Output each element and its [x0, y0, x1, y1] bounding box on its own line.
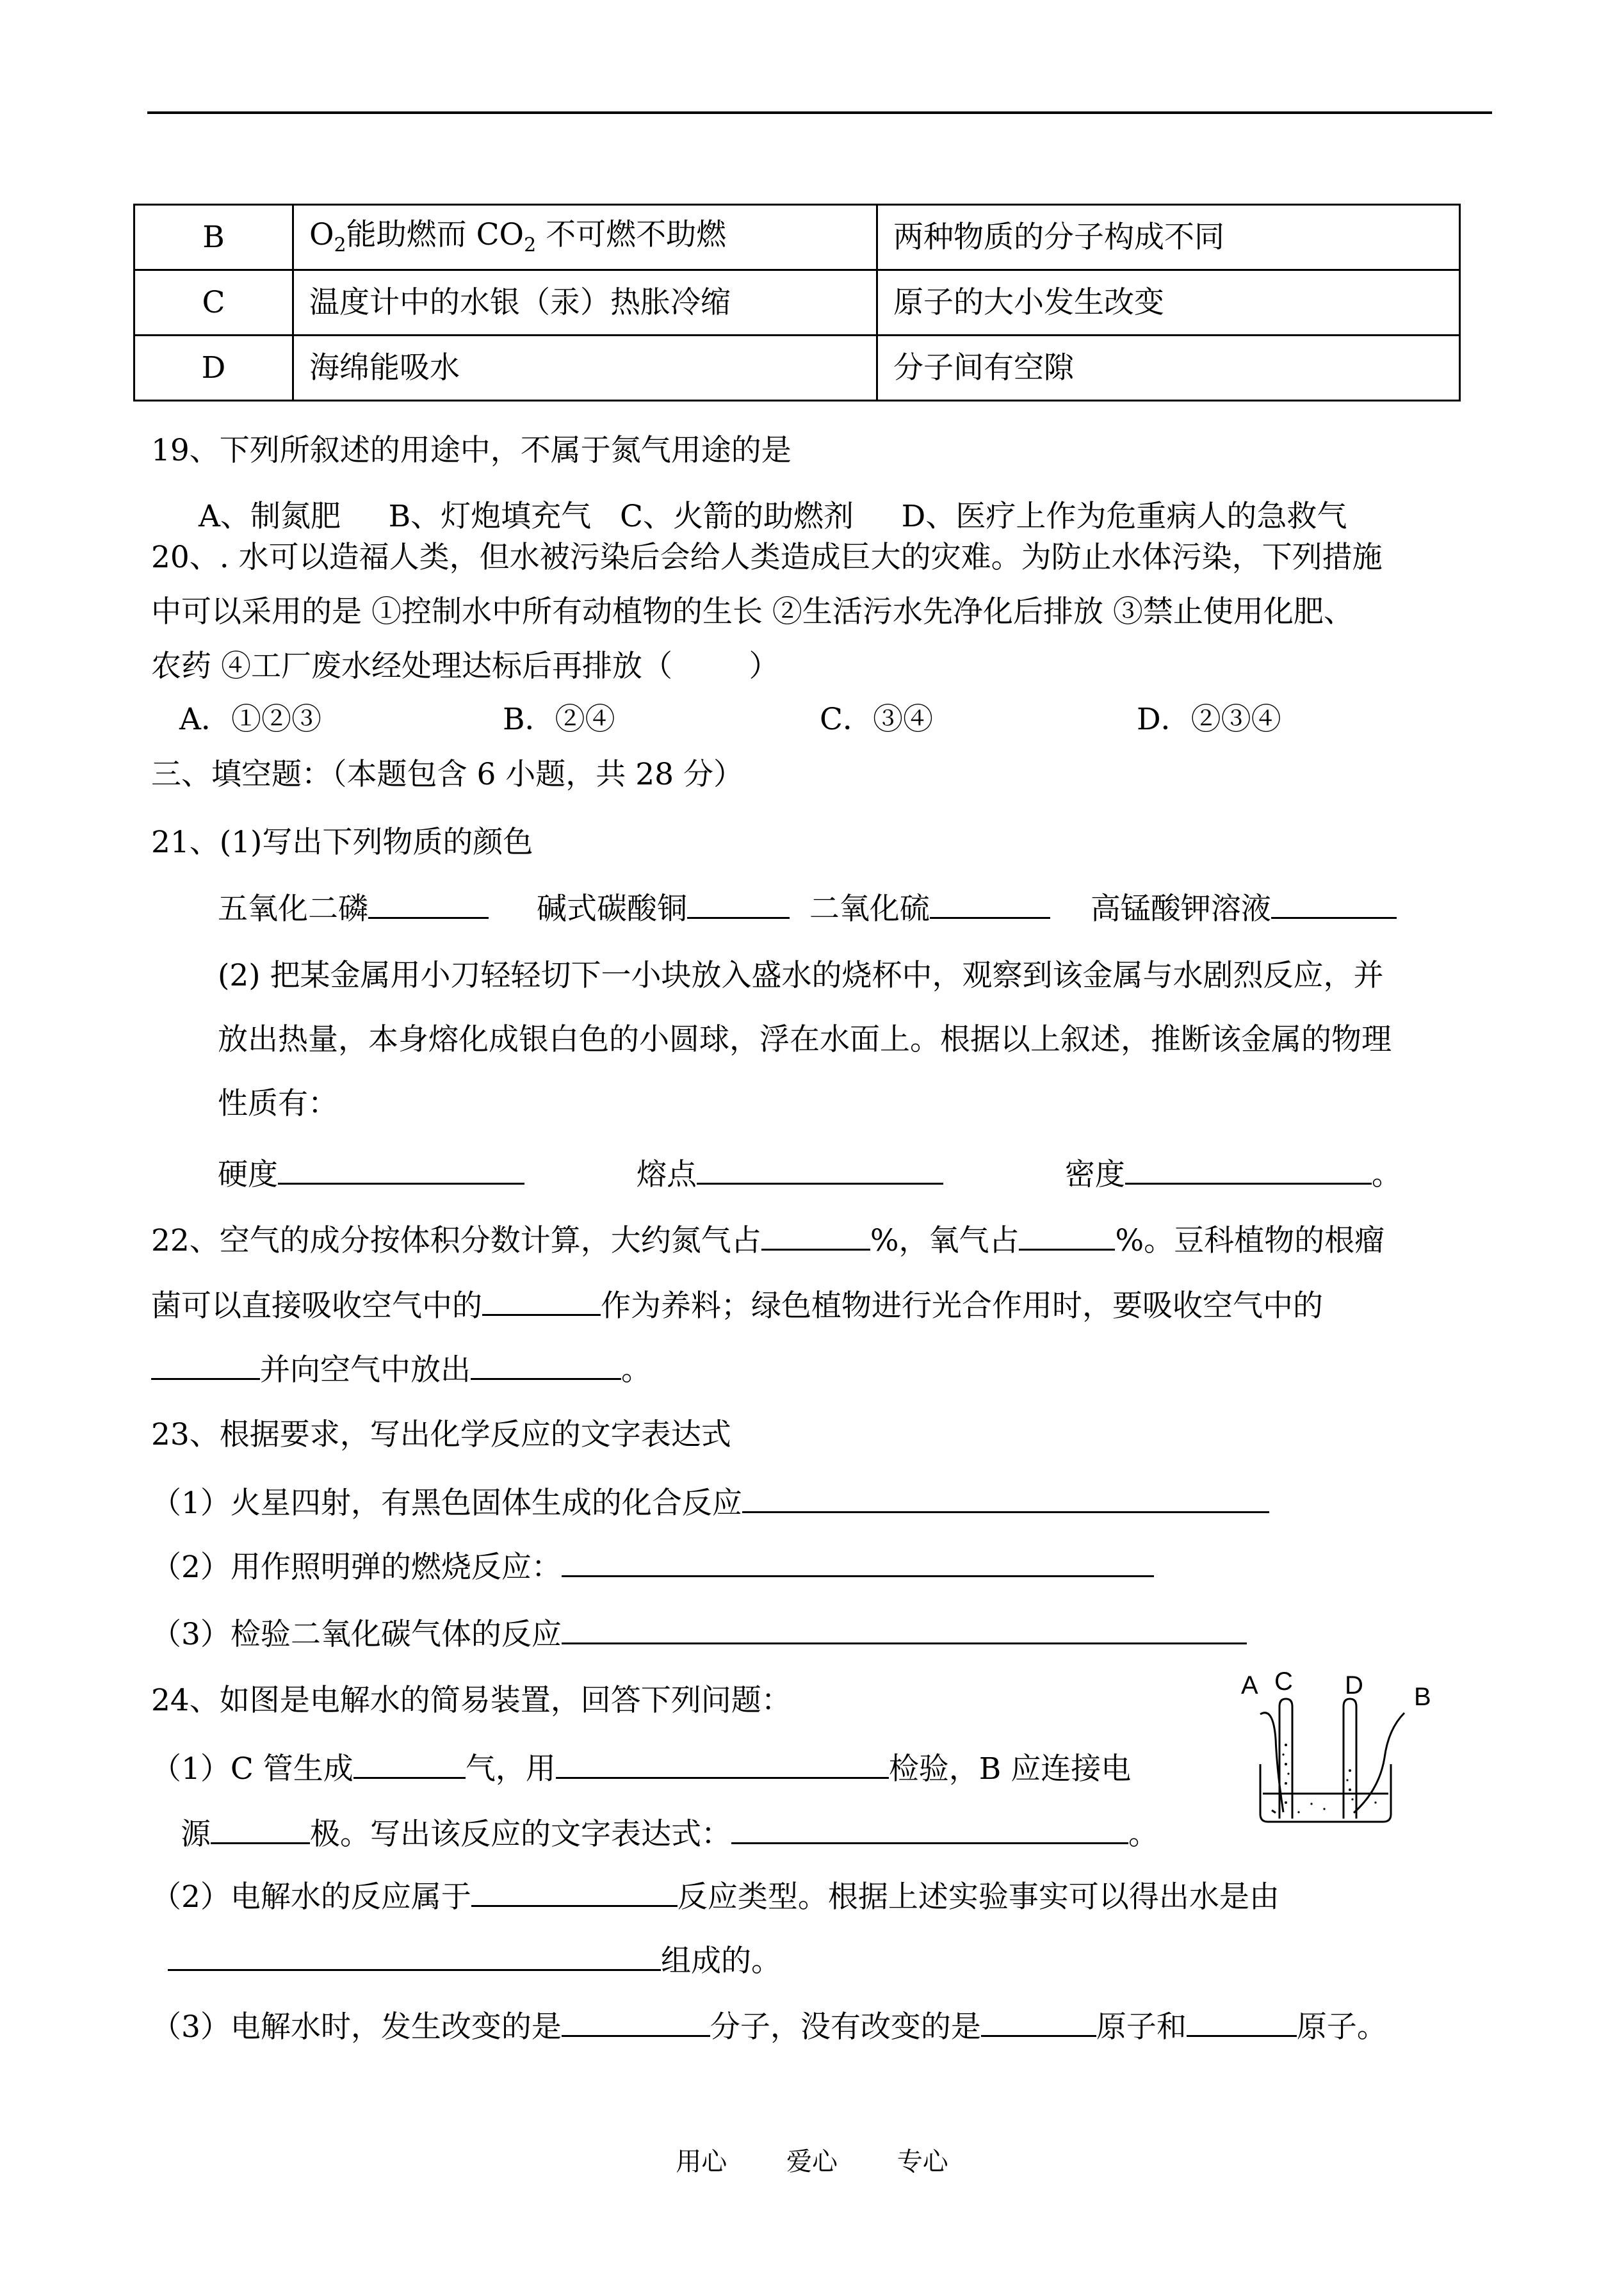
label-c: C: [1274, 1668, 1293, 1696]
equation-blank[interactable]: [731, 1817, 1128, 1844]
q23-sub2: （2）用作照明弹的燃烧反应：: [151, 1550, 1154, 1582]
answer-blank[interactable]: [151, 1352, 260, 1380]
answer-blank[interactable]: [1187, 2009, 1297, 2037]
footer-word: 专心: [897, 2147, 948, 2177]
hardness-label: 硬度: [218, 1157, 278, 1192]
melting-label: 熔点: [636, 1157, 697, 1192]
q24-sub3: （3）电解水时，发生改变的是 分子，没有改变的是 原子和 原子。: [151, 2009, 1387, 2045]
q23-title: 23、根据要求，写出化学反应的文字表达式: [151, 1417, 731, 1452]
q19-stem: 19、下列所叙述的用途中，不属于氮气用途的是: [151, 433, 792, 468]
q24-sub2-line2: 组成的。: [168, 1943, 781, 1976]
nitrogen-blank[interactable]: [761, 1223, 870, 1251]
page-footer: [0, 2149, 1624, 2175]
q24-sub1-line1: （1）C 管生成 气，用 检验，B 应连接电: [151, 1751, 1132, 1787]
answer-blank[interactable]: [1271, 891, 1397, 919]
footer-word: 用心: [676, 2147, 727, 2177]
q23-sub3: （3）检验二氧化碳气体的反应: [151, 1617, 1247, 1650]
row-explanation: 两种物质的分子构成不同: [877, 205, 1460, 270]
answer-blank[interactable]: [562, 1617, 1247, 1644]
answer-blank[interactable]: [742, 1486, 1269, 1513]
footer-word: 爱心: [786, 2147, 838, 2177]
q22-line2: 菌可以直接吸收空气中的 作为养料；绿色植物进行光合作用时，要吸收空气中的: [151, 1288, 1323, 1324]
q22-line1: 22、空气的成分按体积分数计算，大约氮气占 %，氧气占 %。豆科植物的根瘤: [151, 1223, 1385, 1258]
oxygen-blank[interactable]: [1019, 1223, 1115, 1251]
q24-title: 24、如图是电解水的简易装置，回答下列问题：: [151, 1683, 792, 1718]
gas-blank[interactable]: [353, 1751, 466, 1779]
label-d: D: [1345, 1671, 1363, 1699]
section-heading: 三、填空题：（本题包含 6 小题，共 28 分）: [151, 757, 743, 792]
density-blank[interactable]: [1125, 1157, 1372, 1185]
row-phenomenon: 海绵能吸水: [293, 336, 877, 401]
q21-colors-line: [218, 891, 1397, 927]
test-method-blank[interactable]: [556, 1751, 889, 1779]
q20-option-a: A．①②③: [179, 702, 321, 737]
table-row: [134, 336, 1460, 401]
label-a: A: [1241, 1671, 1258, 1699]
q19-options: A、制氮肥 B、灯炮填充气 C、火箭的助燃剂 D、医疗上作为危重病人的急救气: [199, 499, 1347, 534]
hardness-blank[interactable]: [278, 1157, 524, 1185]
density-label: 密度: [1064, 1157, 1125, 1192]
q23-sub1: （1）火星四射，有黑色固体生成的化合反应: [151, 1486, 1269, 1518]
answer-blank[interactable]: [482, 1288, 601, 1316]
q24-sub2-line1: （2）电解水的反应属于 反应类型。根据上述实验事实可以得出水是由: [151, 1879, 1279, 1915]
answer-blank[interactable]: [368, 891, 489, 919]
table-row: [134, 270, 1460, 336]
row-phenomenon: 温度计中的水银（汞）热胀冷缩: [293, 270, 877, 336]
composition-blank[interactable]: [168, 1943, 661, 1971]
q20-line2: 中可以采用的是 ①控制水中所有动植物的生长 ②生活污水先净化后排放 ③禁止使用化肥、: [151, 594, 1354, 629]
reaction-type-blank[interactable]: [471, 1879, 678, 1907]
answer-blank[interactable]: [562, 2009, 710, 2037]
q21-item-label: 高锰酸钾溶液: [1090, 891, 1271, 927]
electrode-blank[interactable]: [211, 1817, 310, 1844]
row-letter: C: [134, 270, 293, 336]
q21-title: 21、(1)写出下列物质的颜色: [151, 825, 533, 860]
q20-line3: 农药 ④工厂废水经处理达标后再排放（ ）: [151, 649, 779, 684]
q21-part2-line2: 放出热量，本身熔化成银白色的小圆球，浮在水面上。根据以上叙述，推断该金属的物理: [218, 1022, 1392, 1057]
electrolysis-apparatus-diagram: [1235, 1668, 1446, 1828]
q21-properties-line: 硬度 熔点 密度 。: [218, 1157, 1402, 1192]
answer-blank[interactable]: [562, 1550, 1154, 1577]
row-explanation: 原子的大小发生改变: [877, 270, 1460, 336]
table-row: [134, 205, 1460, 270]
q20-line1: 20、. 水可以造福人类，但水被污染后会给人类造成巨大的灾难。为防止水体污染，下列措施: [151, 540, 1383, 575]
label-b: B: [1414, 1683, 1431, 1711]
header-rule: [147, 111, 1492, 114]
options-table: [133, 204, 1461, 401]
q20-option-d: D．②③④: [1137, 702, 1281, 737]
q21-item-label: 五氧化二磷: [218, 891, 368, 927]
answer-blank[interactable]: [981, 2009, 1096, 2037]
row-letter: B: [134, 205, 293, 270]
melting-blank[interactable]: [697, 1157, 943, 1185]
answer-blank[interactable]: [471, 1352, 621, 1380]
q21-item-label: 碱式碳酸铜: [536, 891, 687, 927]
row-explanation: 分子间有空隙: [877, 336, 1460, 401]
row-phenomenon: $O_2$能助燃而 $CO_2$ 不可燃不助燃: [293, 205, 877, 270]
q24-sub1-line2: 源 极。写出该反应的文字表达式： 。: [181, 1817, 1158, 1852]
q21-item-label: 二氧化硫: [809, 891, 930, 927]
q21-part2-line1: (2) 把某金属用小刀轻轻切下一小块放入盛水的烧杯中，观察到该金属与水剧烈反应，并: [218, 958, 1384, 993]
answer-blank[interactable]: [687, 891, 790, 919]
row-letter: D: [134, 336, 293, 401]
q21-part2-line3: 性质有：: [218, 1086, 338, 1121]
q20-option-c: C．③④: [820, 702, 933, 737]
answer-blank[interactable]: [930, 891, 1050, 919]
q22-line3: 并向空气中放出 。: [151, 1352, 651, 1385]
q20-option-b: B．②④: [503, 702, 615, 737]
